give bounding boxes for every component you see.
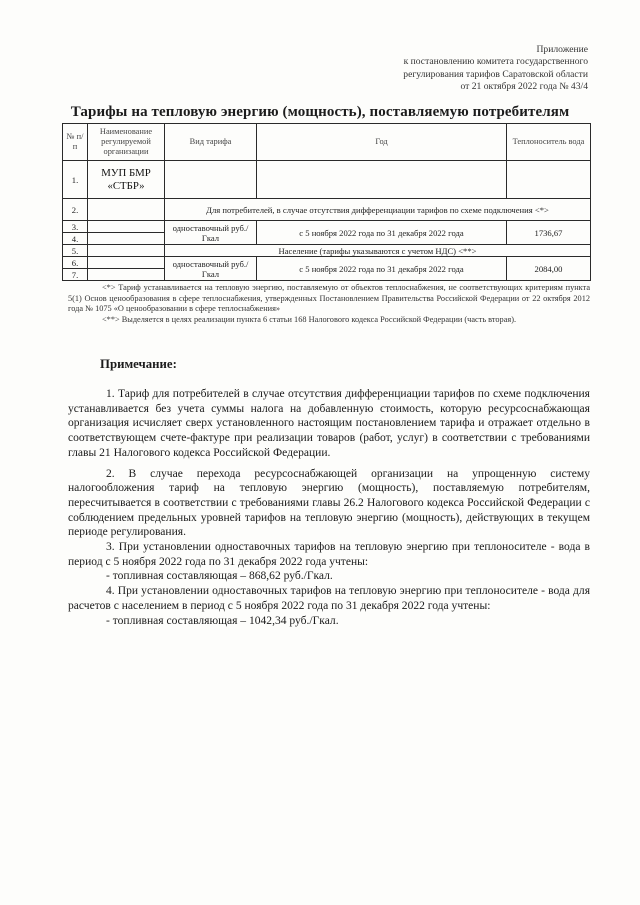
row-number: 7.: [63, 269, 88, 281]
table-row: [63, 221, 591, 233]
row-number: 3.: [63, 221, 88, 233]
tariff-value: 1736,67: [507, 221, 591, 245]
note-paragraph-4: 4. При установлении одноставочных тарифов на тепловую энергию при теплоносителе - вода для расчетов с населением в период с 5 ноября 2022 года по 31 декабря 2022 года учтены:: [68, 585, 590, 612]
tariff-period: с 5 ноября 2022 года по 31 декабря 2022 года: [257, 257, 507, 281]
table-row: [63, 199, 591, 221]
note-paragraph-1: 1. Тариф для потребителей в случае отсутствия дифференциации тарифов по схеме подключения устанавливается без учета суммы налога на добавленную стоимость, которую ресурсоснабжающая организация исчисляет сверх установленного настоящим постановлением тарифа и отражает отдельно в соответствующем счете-фактуре при реализации товаров (работ, услуг) в соответствии с требованиями главы 21 Налогового кодекса Российской Федерации.: [68, 388, 590, 459]
tariff-value: 2084,00: [507, 257, 591, 281]
table-row: [63, 257, 591, 269]
note-4-fuel-component: - топливная составляющая – 1042,34 руб./Гкал.: [106, 614, 339, 627]
table-row: [63, 245, 591, 257]
empty-cell: [88, 257, 165, 269]
header-type: Вид тарифа: [165, 124, 257, 161]
row-number: 4.: [63, 233, 88, 245]
appendix-header: [403, 44, 588, 94]
row-number: 1.: [63, 161, 88, 199]
table-row: [63, 161, 591, 199]
tariff-type: одноставочный руб./Гкал: [165, 221, 257, 245]
footnote-1: <*> Тариф устанавливается на тепловую энергию, поставляемую от объектов теплоснабжения, не соответствующих критериям пункта 5(1) Основ ценообразования в сфере теплоснабжения, утвержденных Постановлением Правительства Российской Федерации от 22 октября 2012 года № 1075 «О ценообразовании в сфере теплоснабжения»: [68, 283, 590, 314]
empty-cell: [88, 245, 165, 257]
empty-cell: [88, 221, 165, 233]
tariff-table: [62, 123, 591, 281]
table-header-row: [63, 124, 591, 161]
note-3-fuel-component: - топливная составляющая – 868,62 руб./Гкал.: [106, 570, 333, 583]
document-title: Тарифы на тепловую энергию (мощность), поставляемую потребителям: [70, 104, 570, 120]
empty-cell: [165, 161, 257, 199]
row-number: 5.: [63, 245, 88, 257]
header-num: № п/п: [63, 124, 88, 161]
population-category-text: Население (тарифы указываются с учетом НДС) <**>: [165, 245, 591, 257]
appendix-label: Приложение: [536, 44, 588, 55]
header-year: Год: [257, 124, 507, 161]
footnote-2: <**> Выделяется в целях реализации пункта 6 статьи 168 Налогового кодекса Российской Федерации (часть вторая).: [102, 314, 517, 324]
appendix-committee-line: регулирования тарифов Саратовской области: [403, 68, 588, 80]
header-org: Наименование регулируемой организации: [88, 124, 165, 161]
empty-cell: [88, 199, 165, 221]
row-number: 2.: [63, 199, 88, 221]
consumer-category-text: Для потребителей, в случае отсутствия дифференциации тарифов по схеме подключения <*>: [165, 199, 591, 221]
note-paragraph-3: 3. При установлении одноставочных тарифов на тепловую энергию при теплоносителе - вода в период с 5 ноября 2022 года по 31 декабря 2022 года учтены:: [68, 541, 590, 568]
appendix-resolution-line: к постановлению комитета государственного: [403, 56, 588, 68]
empty-cell: [88, 233, 165, 245]
org-name: МУП БМР «СТБР»: [88, 161, 165, 199]
empty-cell: [507, 161, 591, 199]
notes-heading: Примечание:: [100, 357, 177, 371]
tariff-type: одноставочный руб./Гкал: [165, 257, 257, 281]
tariff-period: с 5 ноября 2022 года по 31 декабря 2022 года: [257, 221, 507, 245]
header-carrier: Теплоноситель вода: [507, 124, 591, 161]
notes-body: [68, 387, 590, 628]
note-paragraph-2: 2. В случае перехода ресурсоснабжающей организации на упрощенную систему налогообложения тариф на тепловую энергию (мощность), поставляемую потребителям, пересчитывается в соответствии с требованиями главы 26.2 Налогового кодекса Российской Федерации с соблюдением предельных уровней тарифов на тепловую энергию (мощность), действующих в текущем периоде регулирования.: [68, 467, 590, 539]
empty-cell: [88, 269, 165, 281]
empty-cell: [257, 161, 507, 199]
footnotes: [68, 283, 590, 325]
row-number: 6.: [63, 257, 88, 269]
appendix-date-line: от 21 октября 2022 года № 43/4: [460, 81, 588, 93]
